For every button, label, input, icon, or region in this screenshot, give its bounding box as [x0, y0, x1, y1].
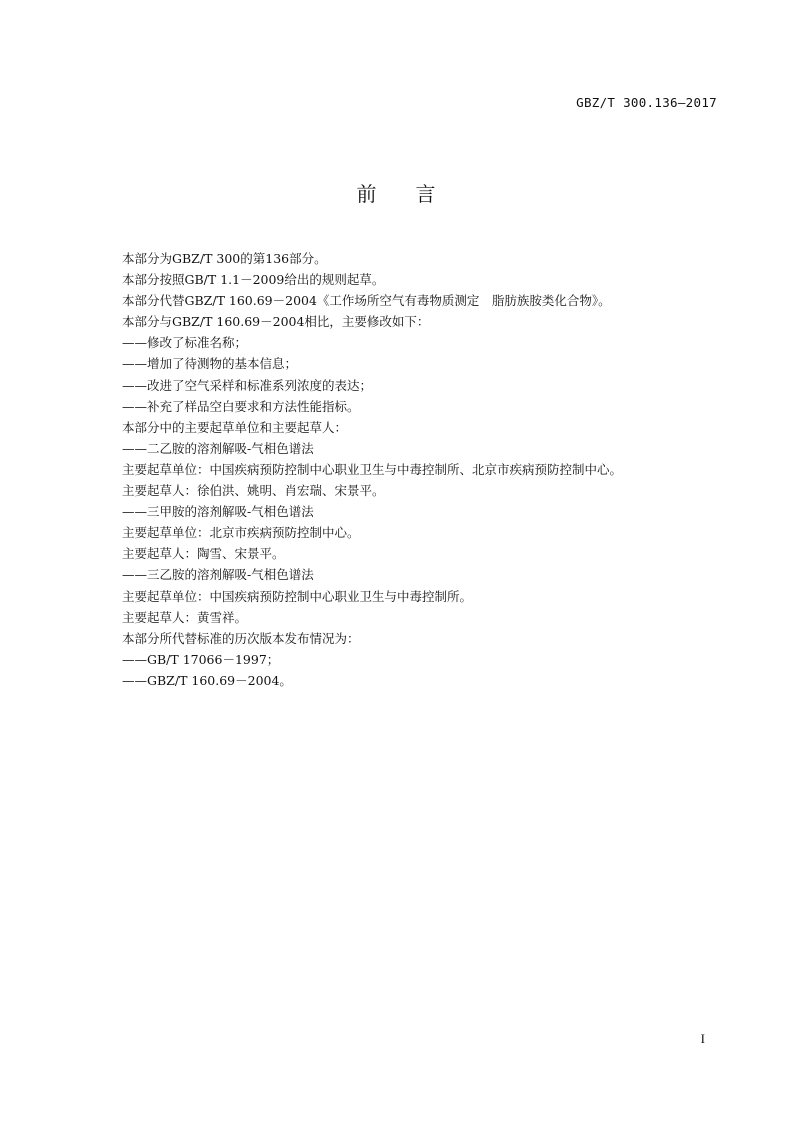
body-line: 主要起草人：徐伯洪、姚明、肖宏瑞、宋景平。	[122, 483, 385, 499]
body-line: 本部分按照GB/T 1.1－2009给出的规则起草。	[122, 272, 385, 288]
body-line: 本部分中的主要起草单位和主要起草人：	[122, 419, 348, 435]
body-line: 主要起草人：陶雪、宋景平。	[122, 546, 285, 562]
body-line: ——补充了样品空白要求和方法性能指标。	[122, 398, 360, 414]
body-line: ——改进了空气采样和标准系列浓度的表达；	[122, 377, 373, 393]
body-line: ——增加了待测物的基本信息；	[122, 356, 298, 372]
body-line: 本部分与GBZ/T 160.69－2004相比，主要修改如下：	[122, 314, 430, 330]
body-line: ——三乙胺的溶剂解吸-气相色谱法	[122, 567, 314, 583]
body-line: ——三甲胺的溶剂解吸-气相色谱法	[122, 504, 314, 520]
body-line: 主要起草人：黄雪祥。	[122, 609, 248, 625]
body-line: 主要起草单位：中国疾病预防控制中心职业卫生与中毒控制所。	[122, 588, 473, 604]
body-line: 主要起草单位：中国疾病预防控制中心职业卫生与中毒控制所、北京市疾病预防控制中心。	[122, 461, 623, 477]
body-line: 主要起草单位：北京市疾病预防控制中心。	[122, 525, 360, 541]
title-char-1: 前	[356, 182, 378, 206]
title-char-2: 言	[415, 182, 437, 206]
body-line: 本部分所代替标准的历次版本发布情况为：	[122, 630, 360, 646]
body-line: ——修改了标准名称；	[122, 335, 248, 351]
body-line: 本部分为GBZ/T 300的第136部分。	[122, 251, 327, 266]
page-title	[0, 178, 793, 207]
body-line: ——GBZ/T 160.69－2004。	[122, 672, 292, 688]
standard-code: GBZ/T 300.136—2017	[576, 95, 717, 110]
body-line: 本部分代替GBZ/T 160.69－2004《工作场所空气有毒物质测定 脂肪族胺类化合物》。	[122, 293, 611, 309]
body-line: ——二乙胺的溶剂解吸-气相色谱法	[122, 440, 314, 456]
foreword-body	[122, 248, 722, 691]
body-line: ——GB/T 17066－1997；	[122, 651, 280, 667]
page-number: I	[700, 1031, 705, 1046]
